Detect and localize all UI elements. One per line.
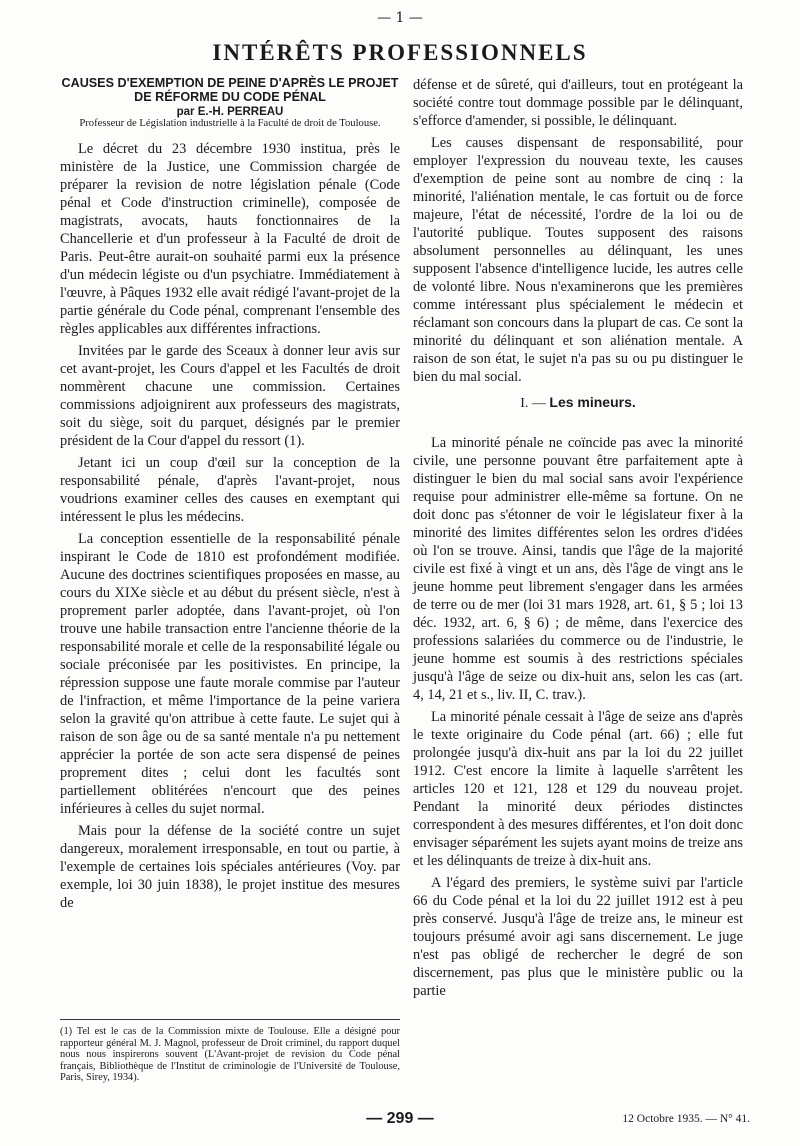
section-heading bbox=[413, 394, 743, 412]
footnote-divider bbox=[60, 1019, 400, 1020]
paragraph: La conception essentielle de la responsabilité pénale inspirant le Code de 1810 est profondément modifiée. Aucune des doctrines scientifiques proposées en masse, au cours du XIXe siècle et au début du présent siècle, n'est à proprement parler adoptée, dans l'avant-projet, où l'on trouve une habile transaction entre l'ancienne théorie de la responsabilité morale et celle de la responsabilité légale ou sociale préconisée par les positivistes. En principe, la répression suppose une faute morale commise par l'auteur de l'infraction, et même l'importance de la peine variera selon la gravité qu'on attribue à cette faute. Le sujet qui à raison de son âge ou de sa santé mentale n'a pu nettement apprécier la portée de son acte sera dispensé de peines proprement dites ; celui dont les facultés sont partiellement oblitérées n'encourt que des peines inférieures à celles du sujet normal. bbox=[60, 531, 400, 817]
page-folio: — 1 — bbox=[377, 10, 423, 26]
section-rubric: INTÉRÊTS PROFESSIONNELS bbox=[212, 40, 588, 65]
paragraph: Jetant ici un coup d'œil sur la conception de la responsabilité pénale, d'après l'avant-projet, nous voudrions examiner celles des causes en exemptant qui intéressent le plus les médecins. bbox=[60, 455, 400, 525]
section-number: I. — bbox=[520, 396, 546, 411]
right-column bbox=[413, 76, 743, 1004]
issue-dateline: 12 Octobre 1935. — N° 41. bbox=[622, 1113, 750, 1125]
paragraph: A l'égard des premiers, le système suivi par l'article 66 du Code pénal et la loi du 22 juillet 1912 est à peu près conservé. Jusqu'à l'âge de treize ans, le mineur est toujours présumé avoir agi sans discernement. Le juge n'est pas obligé de rechercher le degré de son discernement, pas plus que le ministère public ou la partie bbox=[413, 875, 743, 999]
left-column bbox=[60, 76, 400, 916]
paragraph: Le décret du 23 décembre 1930 institua, près le ministère de la Justice, une Commission chargée de préparer la revision de notre législation pénale (Code pénal et Code d'instruction criminelle), composée de magistrats, avocats, hauts fonctionnaires de la Chancellerie et d'un professeur à la Faculté de droit de Paris. Peut-être aurait-on souhaité parmi eux la présence d'un médecin légiste ou d'un psychiatre. Immédiatement à l'œuvre, à Pâques 1932 elle avait rédigé l'avant-projet de la partie générale du Code pénal, comprenant l'ensemble des règles applicables aux différentes infractions. bbox=[60, 141, 400, 337]
paragraph: La minorité pénale cessait à l'âge de seize ans d'après le texte originaire du Code pénal (art. 66) ; elle fut prolongée jusqu'à dix-huit ans par la loi du 22 juillet 1912. C'est encore la limite à laquelle s'arrêtent les articles 120 et 121, 128 et 129 du nouveau projet. Pendant la minorité deux périodes distinctes correspondent à des mesures différentes, et l'on doit donc envisager séparément les sujets ayant moins de treize ans et les délinquants de treize à dix-huit ans. bbox=[413, 709, 743, 869]
paragraph: Mais pour la défense de la société contre un sujet dangereux, moralement irresponsable, en tout ou partie, à l'exemple de certaines lois spéciales antérieures (Voy. par exemple, loi 30 juin 1838), le projet institue des mesures de bbox=[60, 823, 400, 911]
page-number: — 299 — bbox=[366, 1110, 434, 1127]
section-title: Les mineurs. bbox=[549, 394, 636, 410]
paragraph: Les causes dispensant de responsabilité, pour employer l'expression du nouveau texte, les causes d'exemption de peine sont au nombre de cinq : la minorité, l'aliénation mentale, le cas fortuit ou de force majeure, l'état de nécessité, l'ordre de la loi ou de l'autorité publique. Toutes supposent des raisons absolument personnelles au délinquant, les unes supposent l'absence d'intelligence lucide, les autres celle de volonté libre. Nous n'examinerons que les premières comme intéressant plus spécialement le médecin et réclamant son concours dans la plupart de cas. Ce sont la minorité du délinquant et son aliénation mentale. A raison de son état, le sujet n'a pas su ou pu distinguer le bien du mal social. bbox=[413, 135, 743, 385]
article-title: CAUSES D'EXEMPTION DE PEINE D'APRÈS LE PROJET DE RÉFORME DU CODE PÉNAL bbox=[61, 76, 399, 104]
article-byline: par E.-H. PERREAU bbox=[176, 106, 284, 118]
footnote: (1) Tel est le cas de la Commission mixte de Toulouse. Elle a désigné pour rapporteur général M. J. Magnol, professeur de Droit criminel, du rapport duquel nous nous inspirerons souvent (L'Avant-projet de revision du Code pénal français, Bibliothèque de l'Institut de criminologie de l'Université de Toulouse, Paris, Sirey, 1934). bbox=[60, 1026, 400, 1084]
author-affiliation: Professeur de Législation industrielle à la Faculté de droit de Toulouse. bbox=[79, 118, 381, 129]
paragraph: Invitées par le garde des Sceaux à donner leur avis sur cet avant-projet, les Cours d'appel et les Facultés de droit nommèrent chacune une commission. Certaines commissions adjoignirent aux professeurs des magistrats, soit du siège, soit du parquet, désignés par le premier président de la Cour d'appel du ressort (1). bbox=[60, 343, 400, 449]
paragraph: défense et de sûreté, qui d'ailleurs, tout en protégeant la société contre tout dommage possible par le délinquant, s'efforce d'amender, si possible, le délinquant. bbox=[413, 77, 743, 129]
paragraph: La minorité pénale ne coïncide pas avec la minorité civile, une personne pouvant être parfaitement apte à distinguer le bien du mal social sans avoir l'expérience requise pour administrer elle-même sa fortune. On ne doit donc pas s'étonner de voir le législateur fixer à la minorité des limites différentes selon les ordres d'idées où l'on se trouve. Ainsi, tandis que l'âge de la majorité civile est fixé à vingt et un ans, dès l'âge de vingt ans le jeune homme peut librement s'engager dans les armées de terre ou de mer (loi 31 mars 1928, art. 61, § 5 ; loi 13 déc. 1932, art. 6, § 6) ; de même, dans l'exercice des professions salariées du commerce ou de l'industrie, le jeune homme est soumis à des restrictions spéciales jusqu'à l'âge de seize ou dix-huit ans, selon les cas (art. 4, 14, 21 et s., liv. II, C. trav.). bbox=[413, 435, 743, 703]
